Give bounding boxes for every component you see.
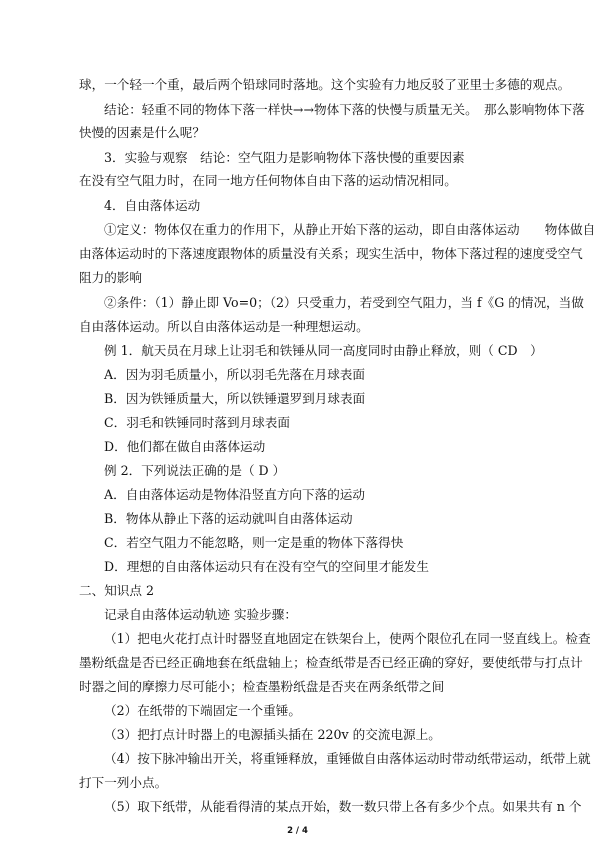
text-line-13: A．因为羽毛质量小，所以羽毛先落在月球表面 (104, 367, 365, 382)
text-line-20: C．若空气阻力不能忽略，则一定是重的物体下落得快 (104, 535, 404, 550)
text-line-10: ②条件：（1）静止即 Vo=0；（2）只受重力，若受到空气阻力，当 f《G 的情况，当做 (104, 295, 584, 310)
text-line-21: D．理想的自由落体运动只有在没有空气的空间里才能发生 (104, 559, 429, 574)
text-line-8: 由落体运动时的下落速度跟物体的质量没有关系；现实生活中，物体下落过程的速度受空气 (79, 246, 583, 261)
text-line-25: 墨粉纸盘是否已经正确地套在纸盘轴上；检查纸带是否已经正确的穿好，要使纸带与打点计 (79, 655, 583, 670)
text-line-23: 记录自由落体运动轨迹 实验步骤： (104, 607, 297, 622)
text-line-4: 3．实验与观察 结论：空气阻力是影响物体下落快慢的重要因素 (104, 150, 465, 165)
text-line-22: 二、知识点 2 (79, 583, 154, 598)
text-line-5: 在没有空气阻力时，在同一地方任何物体自由下落的运动情况相同。 (79, 173, 457, 188)
text-line-30: 打下一列小点。 (79, 775, 168, 790)
text-line-29: （4）按下脉冲输出开关，将重锤释放，重锤做自由落体运动时带动纸带运动，纸带上就 (104, 751, 591, 766)
text-line-14: B．因为铁锤质量大，所以铁锤還罗到月球表面 (104, 391, 366, 406)
text-line-18: A．自由落体运动是物体沿竖直方向下落的运动 (104, 487, 365, 502)
text-line-9: 阻力的影响 (79, 270, 142, 285)
text-line-17: 例 2．下列说法正确的是（ D ） (104, 463, 286, 478)
text-line-24: （1）把电火花打点计时器竖直地固定在铁架台上，使两个限位孔在同一竖直线上。检查 (104, 631, 591, 646)
text-line-27: （2）在纸带的下端固定一个重锤。 (104, 703, 301, 718)
page-number: 2 / 4 (287, 826, 308, 836)
text-line-12: 例 1．航天员在月球上让羽毛和铁锤从同一高度同时由静止释放，则（ CD ） (104, 343, 543, 358)
text-line-28: （3）把打点计时器上的电源插头插在 220v 的交流电源上。 (104, 727, 441, 742)
text-line-26: 时器之间的摩擦力尽可能小；检查墨粉纸盘是否夹在两条纸带之间 (79, 679, 445, 694)
text-line-3: 快慢的因素是什么呢？ (79, 125, 205, 140)
text-line-15: C．羽毛和铁锤同时落到月球表面 (104, 415, 290, 430)
text-line-19: B．物体从静止下落的运动就叫自由落体运动 (104, 511, 353, 526)
text-line-16: D．他们都在做自由落体运动 (104, 439, 266, 454)
text-line-11: 自由落体运动。所以自由落体运动是一种理想运动。 (79, 319, 369, 334)
text-line-7: ①定义：物体仅在重力的作用下，从静止开始下落的运动，即自由落体运动 物体做自 (104, 222, 595, 237)
text-line-1: 球，一个轻一个重，最后两个铅球同时落地。这个实验有力地反驳了亚里士多德的观点。 (79, 77, 571, 92)
text-line-6: 4．自由落体运动 (104, 198, 201, 213)
text-line-31: （5）取下纸带，从能看得清的某点开始，数一数只带上各有多少个点。如果共有 n 个 (104, 799, 582, 814)
text-line-2: 结论：轻重不同的物体下落一样快→→物体下落的快慢与质量无关。 那么影响物体下落 (104, 102, 585, 117)
